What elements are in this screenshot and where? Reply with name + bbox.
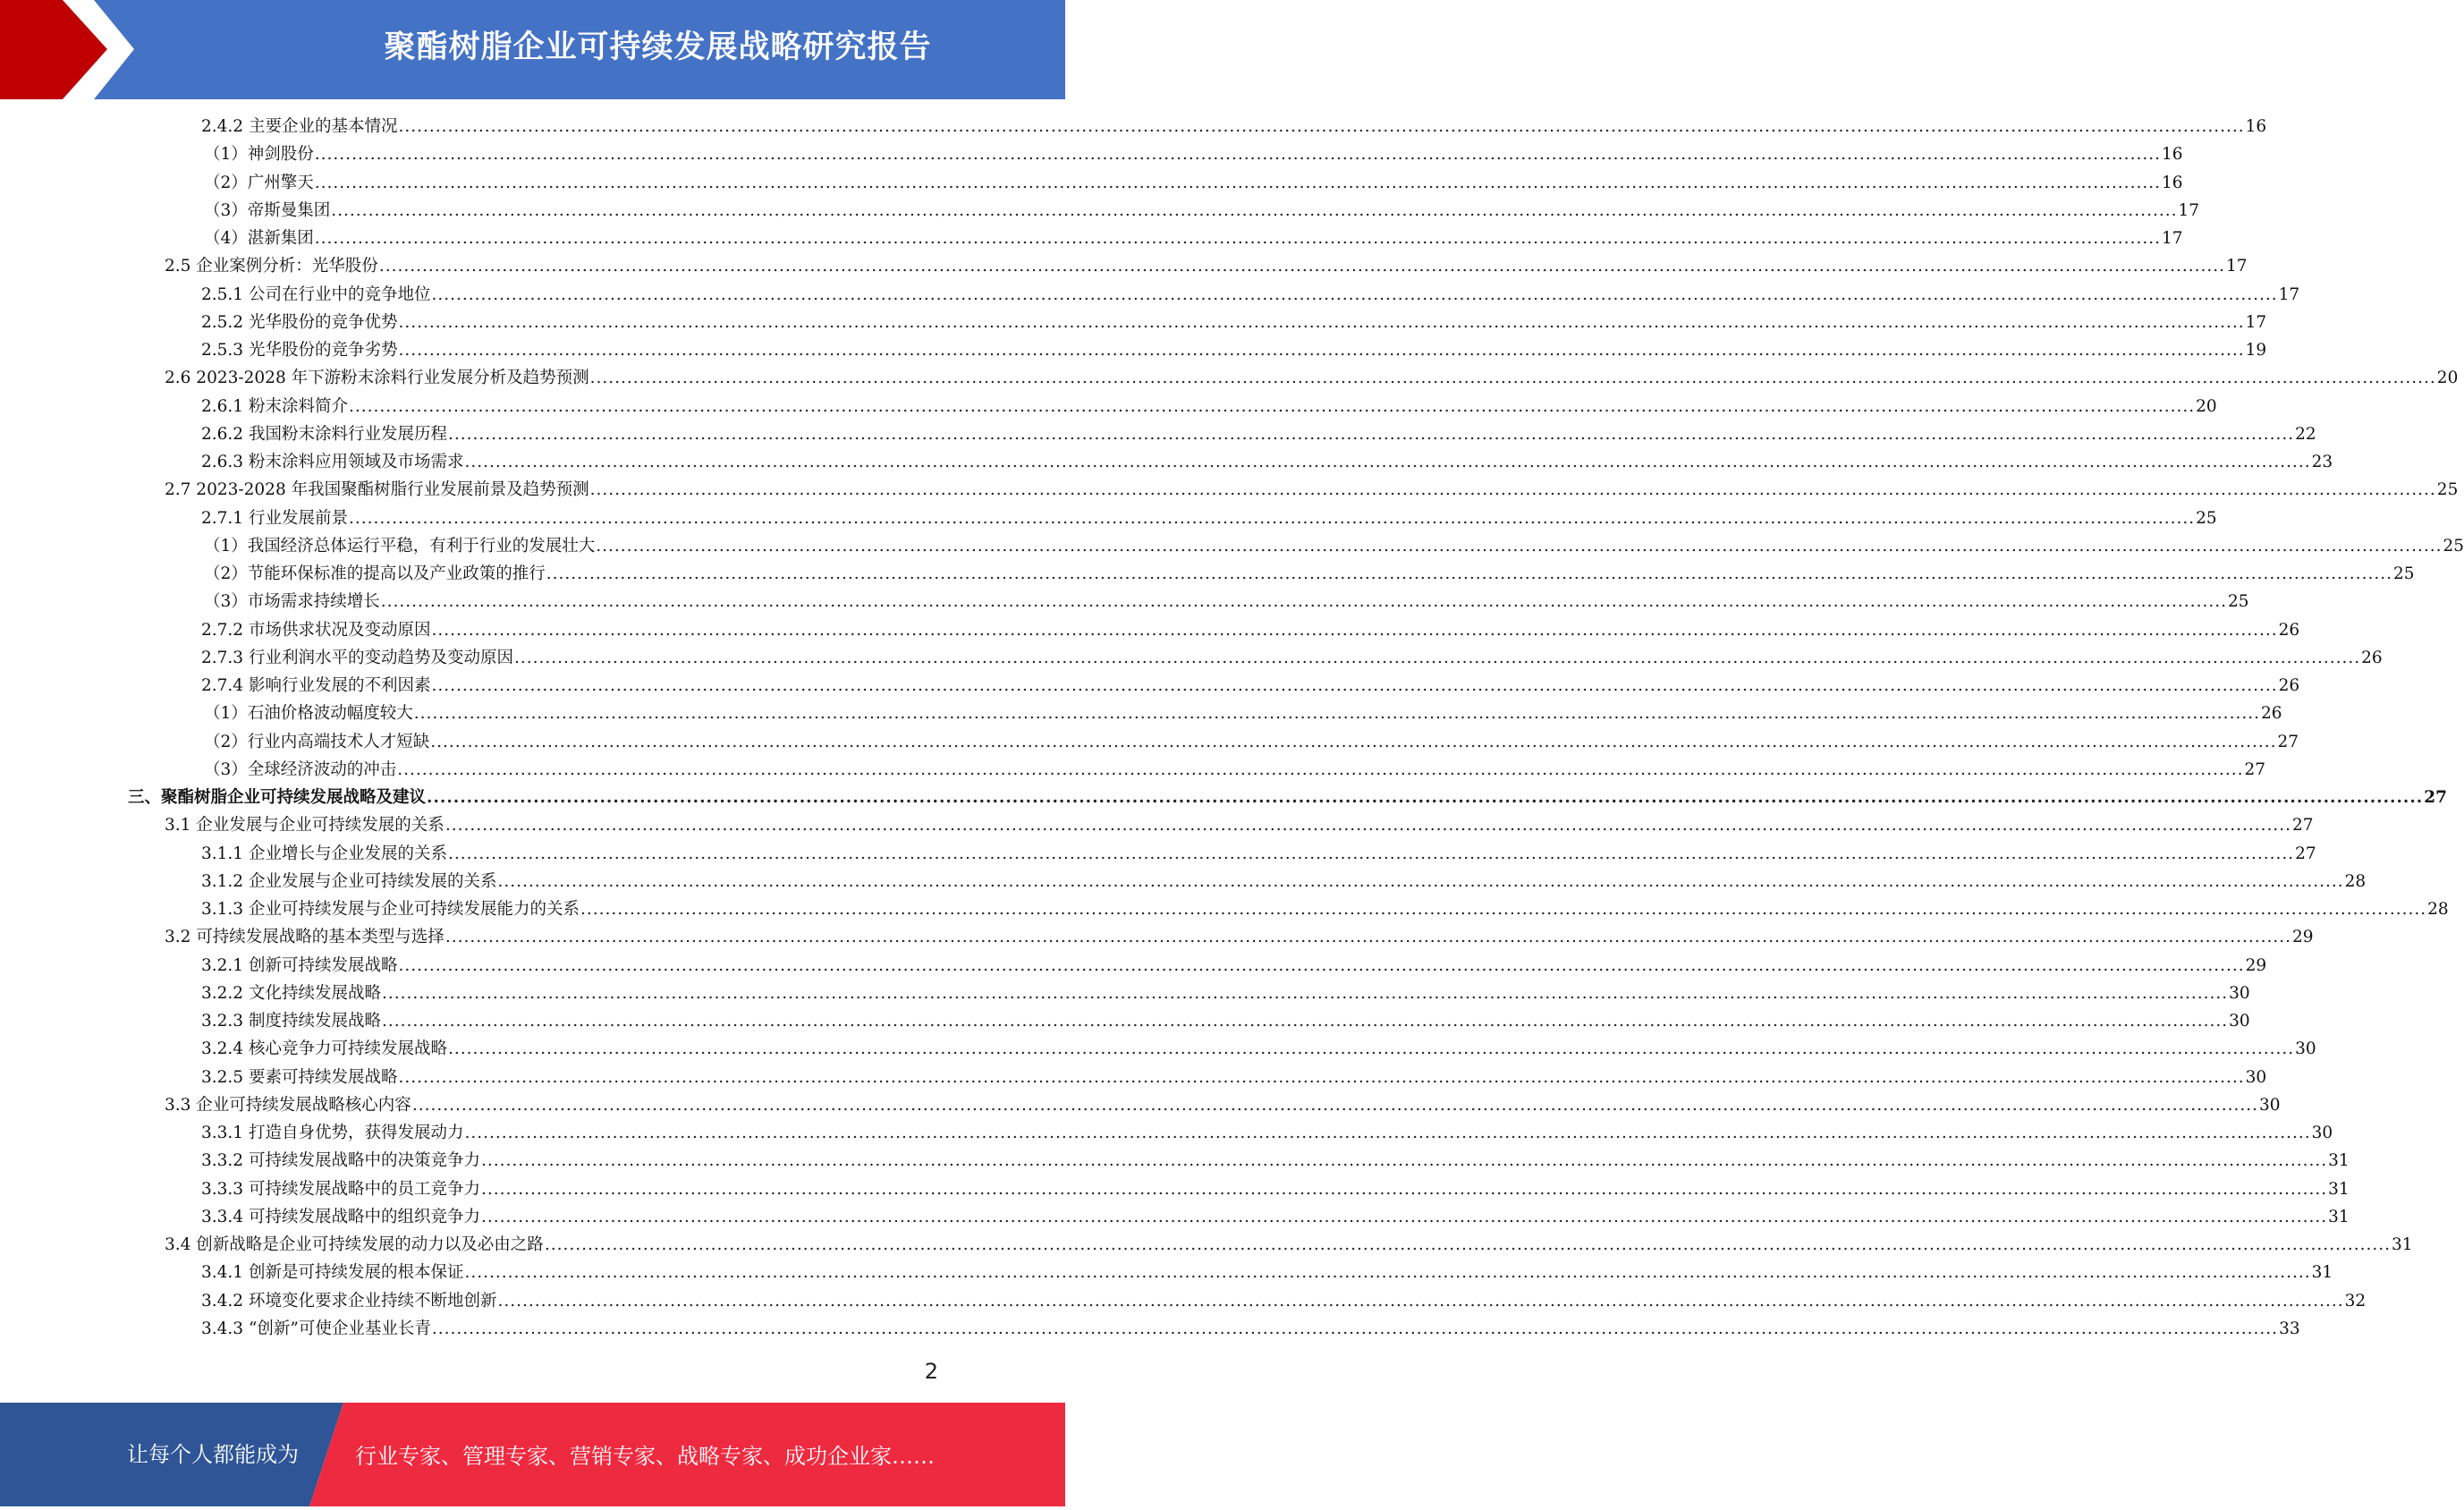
toc-entry-page: 16	[2161, 173, 2183, 192]
toc-entry-title: 2.7 2023-2028 年我国聚酯树脂行业发展前景及趋势预测	[165, 480, 589, 500]
toc-entry-page: 17	[2278, 284, 2300, 304]
toc-dot-leader: ............................................................................................................................................................................................................................................................................................................	[314, 145, 2161, 165]
toc-entry-title: 3.4.3 “创新”可使企业基业长青	[201, 1319, 431, 1338]
toc-entry[interactable]	[0, 476, 2459, 504]
toc-entry[interactable]	[0, 448, 2333, 476]
toc-entry[interactable]	[0, 1287, 2367, 1315]
toc-entry-page: 25	[2196, 508, 2217, 528]
toc-entry-page: 31	[2328, 1207, 2350, 1226]
toc-entry[interactable]	[0, 700, 2282, 727]
toc-entry-title: 2.6.2 我国粉末涂料行业发展历程	[201, 424, 447, 444]
toc-dot-leader: ............................................................................................................................................................................................................................................................................................................	[445, 816, 2291, 836]
toc-entry-page: 27	[2292, 816, 2314, 836]
toc-entry-title: 2.6.3 粉末涂料应用领域及市场需求	[201, 453, 464, 471]
toc-dot-leader: ............................................................................................................................................................................................................................................................................................................	[397, 759, 2244, 779]
toc-entry-page: 25	[2392, 564, 2415, 583]
toc-entry-page: 27	[2424, 788, 2447, 807]
table-of-contents	[0, 113, 2464, 1343]
page-footer	[0, 1403, 1065, 1506]
toc-entry-title: 2.6.1 粉末涂料简介	[201, 396, 348, 416]
toc-entry[interactable]	[0, 840, 2316, 868]
toc-entry-page: 17	[2245, 312, 2267, 332]
toc-entry-title: 3.4 创新战略是企业可持续发展的动力以及必由之路	[165, 1235, 544, 1254]
toc-entry-title: （3）市场需求持续增长	[204, 592, 380, 612]
toc-entry-page: 27	[2277, 732, 2299, 751]
toc-dot-leader: ............................................................................................................................................................................................................................................................................................................	[480, 1207, 2328, 1226]
toc-entry-page: 26	[2278, 676, 2300, 695]
toc-entry[interactable]	[0, 393, 2217, 420]
toc-entry-title: 三、聚酯树脂企业可持续发展战略及建议	[128, 788, 427, 807]
toc-entry-title: 2.6 2023-2028 年下游粉末涂料行业发展分析及趋势预测	[165, 369, 589, 388]
toc-entry[interactable]	[0, 672, 2300, 700]
toc-entry-page: 26	[2361, 648, 2383, 667]
toc-dot-leader: ............................................................................................................................................................................................................................................................................................................	[464, 1263, 2311, 1283]
page-header	[0, 0, 1065, 99]
toc-dot-leader: ............................................................................................................................................................................................................................................................................................................	[580, 900, 2427, 919]
toc-entry-title: 3.3.4 可持续发展战略中的组织竞争力	[201, 1207, 480, 1226]
toc-entry-title: （4）湛新集团	[204, 229, 314, 248]
toc-entry-page: 20	[2196, 396, 2217, 416]
toc-dot-leader: ............................................................................................................................................................................................................................................................................................................	[544, 1235, 2391, 1254]
toc-dot-leader: ............................................................................................................................................................................................................................................................................................................	[447, 844, 2295, 863]
toc-dot-leader: ............................................................................................................................................................................................................................................................................................................	[447, 424, 2295, 444]
toc-entry-title: 3.1 企业发展与企业可持续发展的关系	[165, 816, 445, 836]
toc-entry[interactable]	[0, 197, 2200, 225]
toc-entry-page: 28	[2427, 900, 2449, 919]
toc-entry-title: 3.2.4 核心竞争力可持续发展战略	[201, 1039, 447, 1059]
toc-entry-title: （1）石油价格波动幅度较大	[204, 704, 413, 724]
toc-entry[interactable]	[0, 923, 2314, 951]
toc-entry[interactable]	[0, 532, 2464, 560]
toc-entry-title: 2.7.2 市场供求状况及变动原因	[201, 620, 431, 640]
toc-dot-leader: ............................................................................................................................................................................................................................................................................................................	[331, 200, 2178, 220]
toc-dot-leader: ............................................................................................................................................................................................................................................................................................................	[431, 620, 2278, 640]
toc-entry[interactable]	[0, 1315, 2300, 1343]
toc-entry-page: 29	[2245, 955, 2267, 975]
toc-entry[interactable]	[0, 420, 2316, 448]
toc-entry-page: 30	[2295, 1039, 2316, 1059]
toc-entry-title: 2.7.4 影响行业发展的不利因素	[201, 676, 431, 695]
toc-dot-leader: ............................................................................................................................................................................................................................................................................................................	[398, 117, 2245, 136]
toc-entry[interactable]	[0, 1035, 2316, 1063]
toc-dot-leader: ............................................................................................................................................................................................................................................................................................................	[464, 1124, 2311, 1142]
toc-entry-page: 16	[2245, 117, 2267, 136]
toc-entry-page: 27	[2295, 844, 2316, 863]
toc-dot-leader: ............................................................................................................................................................................................................................................................................................................	[596, 536, 2443, 556]
toc-dot-leader: ............................................................................................................................................................................................................................................................................................................	[314, 229, 2161, 248]
toc-dot-leader: ............................................................................................................................................................................................................................................................................................................	[314, 173, 2161, 192]
toc-entry-title: （2）行业内高端技术人才短缺	[204, 732, 430, 751]
toc-entry-title: 3.4.2 环境变化要求企业持续不断地创新	[201, 1291, 497, 1311]
toc-entry[interactable]	[0, 756, 2266, 784]
toc-dot-leader: ............................................................................................................................................................................................................................................................................................................	[589, 480, 2436, 500]
toc-dot-leader: ............................................................................................................................................................................................................................................................................................................	[427, 788, 2424, 807]
toc-entry-title: 3.2.1 创新可持续发展战略	[201, 955, 398, 975]
toc-entry-page: 31	[2328, 1179, 2350, 1199]
toc-entry-page: 30	[2259, 1095, 2281, 1115]
toc-entry[interactable]	[0, 644, 2383, 672]
toc-dot-leader: ............................................................................................................................................................................................................................................................................................................	[398, 341, 2245, 360]
toc-entry-page: 28	[2344, 871, 2367, 891]
footer-slogan-right: 行业专家、管理专家、营销专家、战略专家、成功企业家……	[355, 1444, 935, 1469]
toc-entry-title: 3.2.2 文化持续发展战略	[201, 983, 381, 1003]
toc-entry[interactable]	[0, 309, 2267, 336]
toc-dot-leader: ............................................................................................................................................................................................................................................................................................................	[546, 564, 2392, 583]
toc-entry-page: 31	[2328, 1151, 2350, 1171]
toc-entry-page: 17	[2226, 257, 2248, 276]
toc-entry-title: 3.3.2 可持续发展战略中的决策竞争力	[201, 1151, 480, 1171]
toc-entry[interactable]	[0, 364, 2459, 392]
toc-entry[interactable]	[0, 728, 2299, 756]
toc-dot-leader: ............................................................................................................................................................................................................................................................................................................	[381, 983, 2229, 1003]
toc-entry-title: 3.2.3 制度持续发展战略	[201, 1012, 381, 1031]
toc-entry-title: （2）节能环保标准的提高以及产业政策的推行	[204, 564, 546, 583]
toc-entry[interactable]	[0, 336, 2267, 364]
toc-entry[interactable]	[0, 113, 2267, 140]
toc-entry-page: 25	[2443, 536, 2464, 556]
toc-entry-title: （3）帝斯曼集团	[204, 200, 331, 220]
toc-dot-leader: ............................................................................................................................................................................................................................................................................................................	[381, 1012, 2229, 1031]
toc-entry-page: 31	[2311, 1263, 2333, 1283]
toc-entry[interactable]	[0, 140, 2183, 168]
toc-entry-title: 3.1.2 企业发展与企业可持续发展的关系	[201, 871, 497, 891]
toc-dot-leader: ............................................................................................................................................................................................................................................................................................................	[348, 396, 2196, 416]
toc-entry-page: 17	[2161, 229, 2183, 248]
toc-dot-leader: ............................................................................................................................................................................................................................................................................................................	[480, 1179, 2328, 1199]
toc-dot-leader: ............................................................................................................................................................................................................................................................................................................	[398, 312, 2245, 332]
toc-entry-page: 25	[2227, 592, 2249, 612]
toc-entry[interactable]	[0, 1064, 2267, 1091]
toc-entry[interactable]	[0, 1259, 2333, 1286]
header-arrow-decoration	[0, 0, 179, 99]
toc-entry-page: 22	[2295, 424, 2316, 444]
toc-entry-title: 3.1.1 企业增长与企业发展的关系	[201, 844, 447, 863]
toc-entry-page: 29	[2292, 928, 2314, 947]
toc-entry[interactable]	[0, 1175, 2350, 1203]
toc-entry-title: 2.5.3 光华股份的竞争劣势	[201, 341, 398, 360]
toc-entry[interactable]	[0, 1119, 2333, 1147]
toc-entry[interactable]	[0, 980, 2250, 1007]
page-number: 2	[924, 1359, 938, 1384]
toc-entry[interactable]	[0, 952, 2267, 980]
toc-entry[interactable]	[0, 169, 2183, 197]
toc-dot-leader: ............................................................................................................................................................................................................................................................................................................	[589, 369, 2436, 388]
toc-entry-title: 2.7.1 行业发展前景	[201, 508, 348, 528]
toc-dot-leader: ............................................................................................................................................................................................................................................................................................................	[497, 1291, 2344, 1311]
toc-entry-title: 2.4.2 主要企业的基本情况	[201, 117, 398, 136]
toc-dot-leader: ............................................................................................................................................................................................................................................................................................................	[431, 676, 2278, 695]
toc-dot-leader: ............................................................................................................................................................................................................................................................................................................	[513, 648, 2361, 667]
toc-entry-title: 3.4.1 创新是可持续发展的根本保证	[201, 1263, 464, 1283]
toc-entry-page: 19	[2245, 341, 2267, 360]
toc-entry[interactable]	[0, 281, 2300, 309]
toc-entry[interactable]	[0, 895, 2449, 923]
toc-entry-page: 32	[2344, 1291, 2367, 1311]
toc-entry-page: 20	[2436, 369, 2459, 388]
toc-dot-leader: ............................................................................................................................................................................................................................................................................................................	[497, 871, 2344, 891]
toc-entry-title: 2.7.3 行业利润水平的变动趋势及变动原因	[201, 648, 513, 667]
toc-entry[interactable]	[0, 811, 2314, 839]
toc-dot-leader: ............................................................................................................................................................................................................................................................................................................	[398, 1067, 2245, 1087]
toc-entry-title: 3.2.5 要素可持续发展战略	[201, 1067, 398, 1087]
toc-entry[interactable]	[0, 1231, 2413, 1259]
toc-entry-page: 33	[2279, 1319, 2300, 1338]
toc-entry-title: 3.3.1 打造自身优势，获得发展动力	[201, 1124, 464, 1142]
toc-entry-title: （1）我国经济总体运行平稳，有利于行业的发展壮大	[204, 536, 596, 556]
toc-dot-leader: ............................................................................................................................................................................................................................................................................................................	[464, 453, 2311, 471]
toc-dot-leader: ............................................................................................................................................................................................................................................................................................................	[431, 284, 2278, 304]
toc-dot-leader: ............................................................................................................................................................................................................................................................................................................	[398, 955, 2245, 975]
toc-entry-page: 27	[2244, 759, 2266, 779]
toc-entry-page: 26	[2278, 620, 2300, 640]
toc-entry[interactable]	[0, 560, 2415, 588]
toc-dot-leader: ............................................................................................................................................................................................................................................................................................................	[413, 704, 2260, 724]
toc-entry-page: 16	[2161, 145, 2183, 165]
toc-entry[interactable]	[0, 505, 2217, 532]
toc-dot-leader: ............................................................................................................................................................................................................................................................................................................	[480, 1151, 2328, 1171]
toc-entry-page: 30	[2245, 1067, 2267, 1087]
toc-entry-title: 3.2 可持续发展战略的基本类型与选择	[165, 928, 445, 947]
toc-dot-leader: ............................................................................................................................................................................................................................................................................................................	[430, 732, 2277, 751]
toc-entry[interactable]	[0, 1203, 2350, 1231]
toc-entry-title: （3）全球经济波动的冲击	[204, 759, 397, 779]
toc-dot-leader: ............................................................................................................................................................................................................................................................................................................	[411, 1095, 2258, 1115]
toc-entry-page: 26	[2260, 704, 2282, 724]
toc-entry-title: （1）神剑股份	[204, 145, 314, 165]
toc-dot-leader: ............................................................................................................................................................................................................................................................................................................	[447, 1039, 2295, 1059]
toc-entry[interactable]	[0, 588, 2249, 615]
toc-entry-page: 31	[2392, 1235, 2413, 1254]
toc-entry-page: 25	[2436, 480, 2459, 500]
report-title: 聚酯树脂企业可持续发展战略研究报告	[384, 30, 932, 65]
footer-slogan-left: 让每个人都能成为	[127, 1442, 299, 1467]
toc-entry[interactable]	[0, 1091, 2281, 1119]
toc-entry-title: （2）广州擎天	[204, 173, 314, 192]
toc-entry[interactable]	[0, 868, 2367, 895]
toc-entry[interactable]	[0, 252, 2248, 280]
toc-entry-page: 23	[2311, 453, 2333, 471]
toc-entry[interactable]	[0, 1007, 2250, 1035]
toc-entry-page: 30	[2229, 983, 2250, 1003]
toc-dot-leader: ............................................................................................................................................................................................................................................................................................................	[431, 1319, 2279, 1338]
toc-entry-title: 3.3 企业可持续发展战略核心内容	[165, 1095, 411, 1115]
toc-entry-title: 2.5.1 公司在行业中的竞争地位	[201, 284, 431, 304]
toc-entry[interactable]	[0, 616, 2300, 644]
toc-entry-title: 2.5.2 光华股份的竞争优势	[201, 312, 398, 332]
toc-dot-leader: ............................................................................................................................................................................................................................................................................................................	[348, 508, 2196, 528]
toc-entry[interactable]	[0, 784, 2447, 811]
toc-entry-page: 30	[2229, 1012, 2250, 1031]
toc-dot-leader: ............................................................................................................................................................................................................................................................................................................	[445, 928, 2291, 947]
toc-dot-leader: ............................................................................................................................................................................................................................................................................................................	[380, 592, 2227, 612]
toc-entry-title: 3.3.3 可持续发展战略中的员工竞争力	[201, 1179, 480, 1199]
toc-entry[interactable]	[0, 1147, 2350, 1175]
toc-entry-title: 2.5 企业案例分析：光华股份	[165, 257, 378, 276]
toc-entry-title: 3.1.3 企业可持续发展与企业可持续发展能力的关系	[201, 900, 580, 919]
toc-entry[interactable]	[0, 225, 2183, 252]
toc-entry-page: 30	[2311, 1124, 2333, 1142]
toc-dot-leader: ............................................................................................................................................................................................................................................................................................................	[378, 257, 2225, 276]
toc-entry-page: 17	[2178, 200, 2200, 220]
